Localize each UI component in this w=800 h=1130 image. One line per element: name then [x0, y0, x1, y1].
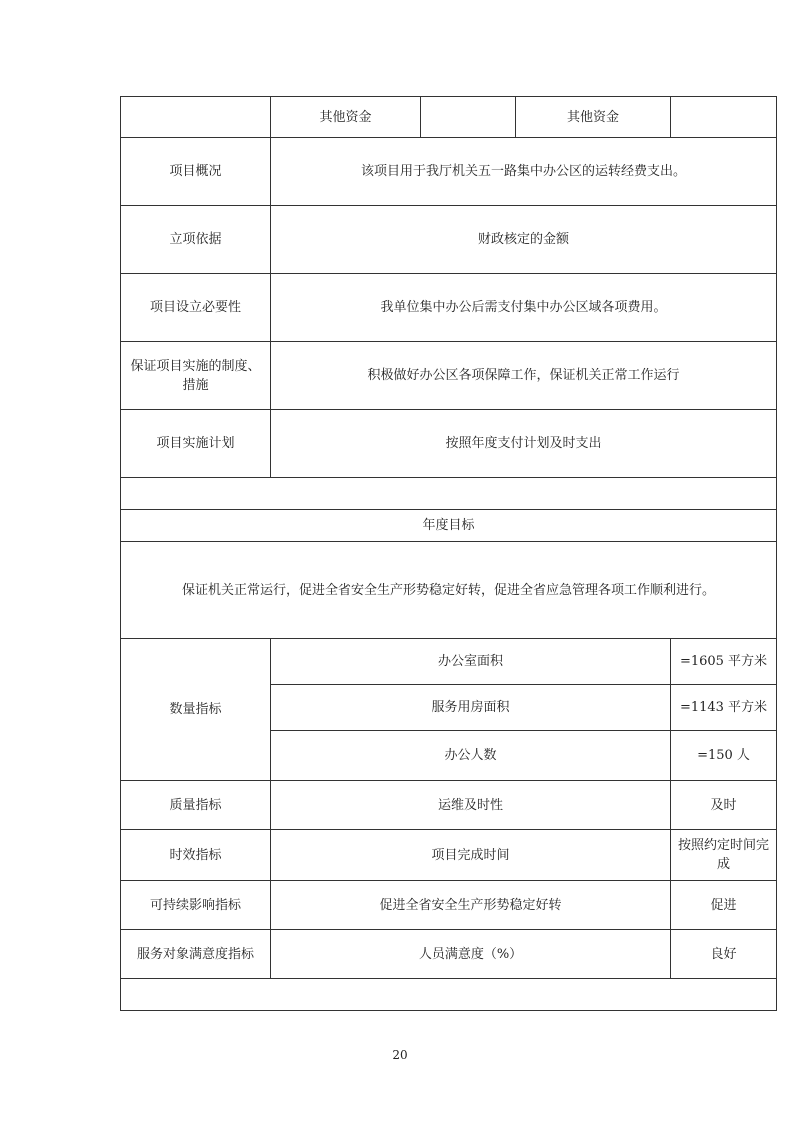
quantity-indicator-2: 服务用房面积 — [271, 685, 671, 731]
funds-value-b — [671, 97, 777, 138]
annual-goal-header: 年度目标 — [121, 510, 777, 542]
project-performance-table — [120, 96, 777, 1011]
quantity-value-1: =1605 平方米 — [671, 639, 777, 685]
overview-label: 项目概况 — [121, 138, 271, 206]
funds-label-a: 其他资金 — [271, 97, 421, 138]
quality-indicator: 运维及时性 — [271, 781, 671, 830]
blank-row — [121, 478, 777, 510]
funds-empty-cell — [121, 97, 271, 138]
funds-value-a — [421, 97, 516, 138]
page-number: 20 — [392, 1048, 408, 1062]
quality-label: 质量指标 — [121, 781, 271, 830]
timeliness-row — [121, 830, 777, 881]
timeliness-indicator: 项目完成时间 — [271, 830, 671, 881]
necessity-row — [121, 274, 777, 342]
satisfaction-indicator: 人员满意度（%） — [271, 930, 671, 979]
quantity-row-1 — [121, 639, 777, 685]
annual-goal-header-row — [121, 510, 777, 542]
plan-label: 项目实施计划 — [121, 410, 271, 478]
satisfaction-row — [121, 930, 777, 979]
quantity-indicator-3: 办公人数 — [271, 731, 671, 781]
quantity-label: 数量指标 — [121, 639, 271, 781]
footer-blank-cell — [121, 979, 777, 1011]
quantity-value-3: =150 人 — [671, 731, 777, 781]
plan-row — [121, 410, 777, 478]
plan-value: 按照年度支付计划及时支出 — [271, 410, 777, 478]
satisfaction-value: 良好 — [671, 930, 777, 979]
measures-row — [121, 342, 777, 410]
measures-value: 积极做好办公区各项保障工作，保证机关正常工作运行 — [271, 342, 777, 410]
blank-cell — [121, 478, 777, 510]
necessity-label: 项目设立必要性 — [121, 274, 271, 342]
basis-label: 立项依据 — [121, 206, 271, 274]
funds-row — [121, 97, 777, 138]
timeliness-label: 时效指标 — [121, 830, 271, 881]
sustainability-row — [121, 881, 777, 930]
timeliness-value: 按照约定时间完成 — [671, 830, 777, 881]
satisfaction-label: 服务对象满意度指标 — [121, 930, 271, 979]
basis-row — [121, 206, 777, 274]
measures-label: 保证项目实施的制度、措施 — [121, 342, 271, 410]
annual-goal-text-row — [121, 542, 777, 639]
sustainability-label: 可持续影响指标 — [121, 881, 271, 930]
overview-row — [121, 138, 777, 206]
footer-blank-row — [121, 979, 777, 1011]
quantity-value-2: =1143 平方米 — [671, 685, 777, 731]
quality-row — [121, 781, 777, 830]
basis-value: 财政核定的金额 — [271, 206, 777, 274]
sustainability-value: 促进 — [671, 881, 777, 930]
necessity-value: 我单位集中办公后需支付集中办公区域各项费用。 — [271, 274, 777, 342]
quantity-indicator-1: 办公室面积 — [271, 639, 671, 685]
overview-value: 该项目用于我厅机关五一路集中办公区的运转经费支出。 — [271, 138, 777, 206]
annual-goal-text: 保证机关正常运行，促进全省安全生产形势稳定好转，促进全省应急管理各项工作顺利进行。 — [121, 542, 777, 639]
sustainability-indicator: 促进全省安全生产形势稳定好转 — [271, 881, 671, 930]
funds-label-b: 其他资金 — [516, 97, 671, 138]
quality-value: 及时 — [671, 781, 777, 830]
